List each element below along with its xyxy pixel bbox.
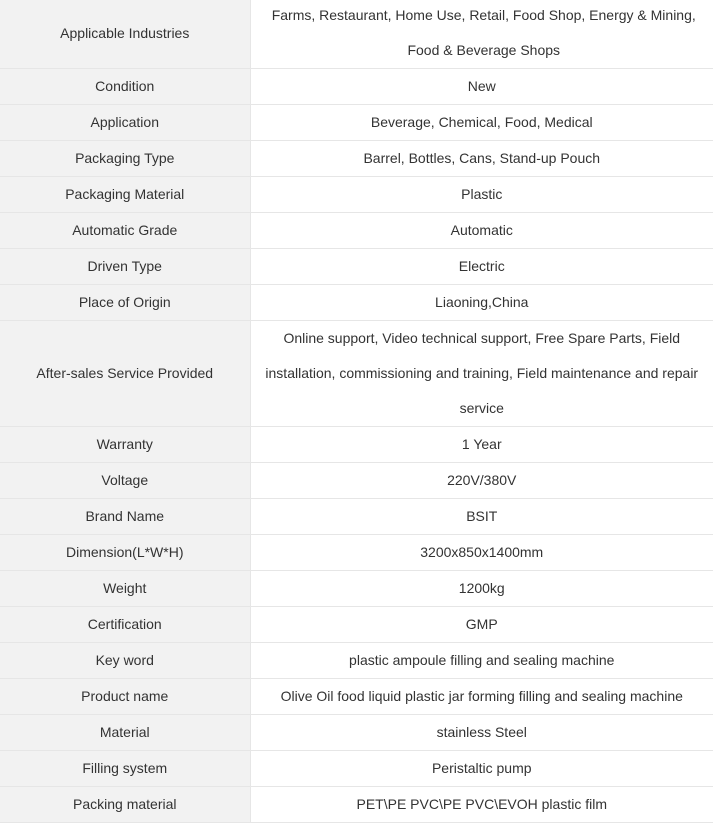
spec-value-warranty: 1 Year <box>250 427 713 463</box>
table-row <box>0 0 713 69</box>
spec-value-packaging-type: Barrel, Bottles, Cans, Stand-up Pouch <box>250 141 713 177</box>
spec-name-certification: Certification <box>0 607 250 643</box>
table-row <box>0 499 713 535</box>
spec-name-warranty: Warranty <box>0 427 250 463</box>
spec-value-packing-material: PET\PE PVC\PE PVC\EVOH plastic film <box>250 787 713 823</box>
spec-name-packaging-type: Packaging Type <box>0 141 250 177</box>
spec-value-application: Beverage, Chemical, Food, Medical <box>250 105 713 141</box>
spec-name-applicable-industries: Applicable Industries <box>0 0 250 69</box>
spec-value-product-name: Olive Oil food liquid plastic jar forming filling and sealing machine <box>250 679 713 715</box>
spec-value-weight: 1200kg <box>250 571 713 607</box>
spec-value-driven-type: Electric <box>250 249 713 285</box>
spec-name-filling-system: Filling system <box>0 751 250 787</box>
spec-value-applicable-industries: Farms, Restaurant, Home Use, Retail, Food Shop, Energy & Mining, Food & Beverage Shops <box>250 0 713 69</box>
table-row <box>0 787 713 823</box>
spec-name-material: Material <box>0 715 250 751</box>
spec-name-packaging-material: Packaging Material <box>0 177 250 213</box>
spec-name-key-word: Key word <box>0 643 250 679</box>
spec-name-condition: Condition <box>0 69 250 105</box>
table-row <box>0 285 713 321</box>
table-row <box>0 463 713 499</box>
table-row <box>0 571 713 607</box>
spec-value-material: stainless Steel <box>250 715 713 751</box>
spec-name-product-name: Product name <box>0 679 250 715</box>
table-row <box>0 69 713 105</box>
spec-value-dimension: 3200x850x1400mm <box>250 535 713 571</box>
table-row <box>0 213 713 249</box>
spec-name-voltage: Voltage <box>0 463 250 499</box>
spec-value-packaging-material: Plastic <box>250 177 713 213</box>
spec-value-automatic-grade: Automatic <box>250 213 713 249</box>
spec-value-place-of-origin: Liaoning,China <box>250 285 713 321</box>
table-row <box>0 535 713 571</box>
spec-value-certification: GMP <box>250 607 713 643</box>
spec-name-brand-name: Brand Name <box>0 499 250 535</box>
table-row <box>0 177 713 213</box>
table-row <box>0 715 713 751</box>
spec-value-brand-name: BSIT <box>250 499 713 535</box>
spec-name-weight: Weight <box>0 571 250 607</box>
spec-name-driven-type: Driven Type <box>0 249 250 285</box>
spec-name-after-sales-service: After-sales Service Provided <box>0 321 250 427</box>
spec-name-packing-material: Packing material <box>0 787 250 823</box>
spec-value-key-word: plastic ampoule filling and sealing machine <box>250 643 713 679</box>
table-row <box>0 321 713 427</box>
spec-name-place-of-origin: Place of Origin <box>0 285 250 321</box>
table-row <box>0 105 713 141</box>
table-row <box>0 141 713 177</box>
table-row <box>0 607 713 643</box>
spec-value-after-sales-service: Online support, Video technical support, Free Spare Parts, Field installation, commissioning and training, Field maintenance and repair service <box>250 321 713 427</box>
spec-name-application: Application <box>0 105 250 141</box>
table-row <box>0 751 713 787</box>
spec-value-condition: New <box>250 69 713 105</box>
spec-value-filling-system: Peristaltic pump <box>250 751 713 787</box>
table-row <box>0 249 713 285</box>
spec-name-automatic-grade: Automatic Grade <box>0 213 250 249</box>
table-row <box>0 643 713 679</box>
spec-value-voltage: 220V/380V <box>250 463 713 499</box>
spec-name-dimension: Dimension(L*W*H) <box>0 535 250 571</box>
table-row <box>0 427 713 463</box>
table-row <box>0 679 713 715</box>
